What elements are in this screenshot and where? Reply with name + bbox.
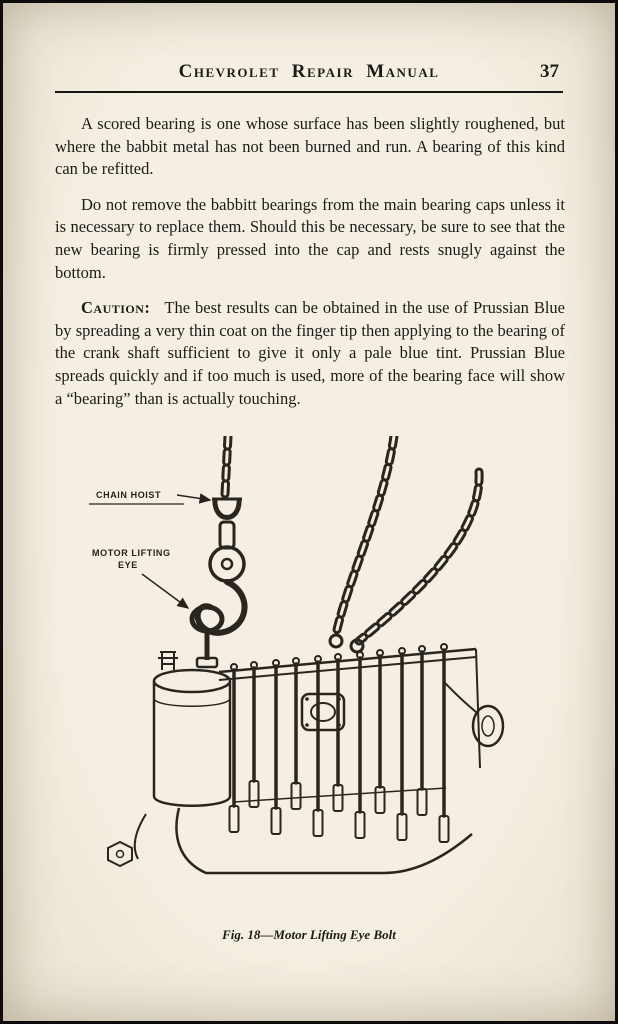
chain-hoist-label: CHAIN HOIST (96, 490, 162, 501)
crankcase (108, 808, 472, 873)
motor-lifting-label-line1: MOTOR LIFTING (92, 548, 171, 559)
body-text (55, 113, 565, 410)
page-number: 37 (540, 61, 559, 82)
paragraph-babbitt-bearings: Do not remove the babbitt bearings from the main bearing caps unless it is necessary to replace them. Should this be necessary, be sure to see that the new bearing is firmly pressed into the cap and rests snugly against the bottom. (55, 194, 565, 282)
water-outlet-pipe (444, 682, 503, 746)
chain-hoist-arrow (177, 495, 210, 500)
page-title: Chevrolet Repair Manual (178, 61, 440, 82)
caution-label: Caution: (81, 298, 151, 318)
engine-block (108, 644, 503, 873)
figure-caption: Fig. 18—Motor Lifting Eye Bolt (222, 927, 396, 943)
oil-filter-canister (154, 652, 230, 806)
motor-lifting-label-line2: EYE (118, 560, 138, 571)
motor-lifting-eye-arrow (142, 574, 188, 608)
caution-text: The best results can be obtained in the use of Prussian Blue by spreading a very thin coat on the finger tip then applying to the bearing of the crank shaft sufficient to give it only a pale blue tint. Prussian Blue spreads quickly and if too much is used, more of the bearing face will show a “bearing” than is actually touching. (55, 298, 565, 408)
paragraph-caution (55, 297, 565, 410)
figure-illustration (84, 436, 534, 918)
page-header (55, 61, 563, 83)
chain-hoist-chains (225, 436, 479, 652)
engine-hoist-drawing (84, 436, 534, 918)
figure-callouts (89, 490, 210, 608)
push-rods (230, 644, 449, 842)
header-rule (55, 91, 563, 93)
paragraph-scored-bearing: A scored bearing is one whose surface has been slightly roughened, but where the babbit metal has not been burned and run. A bearing of this kind can be refitted. (55, 114, 565, 179)
figure-motor-lifting-eye (3, 436, 615, 943)
